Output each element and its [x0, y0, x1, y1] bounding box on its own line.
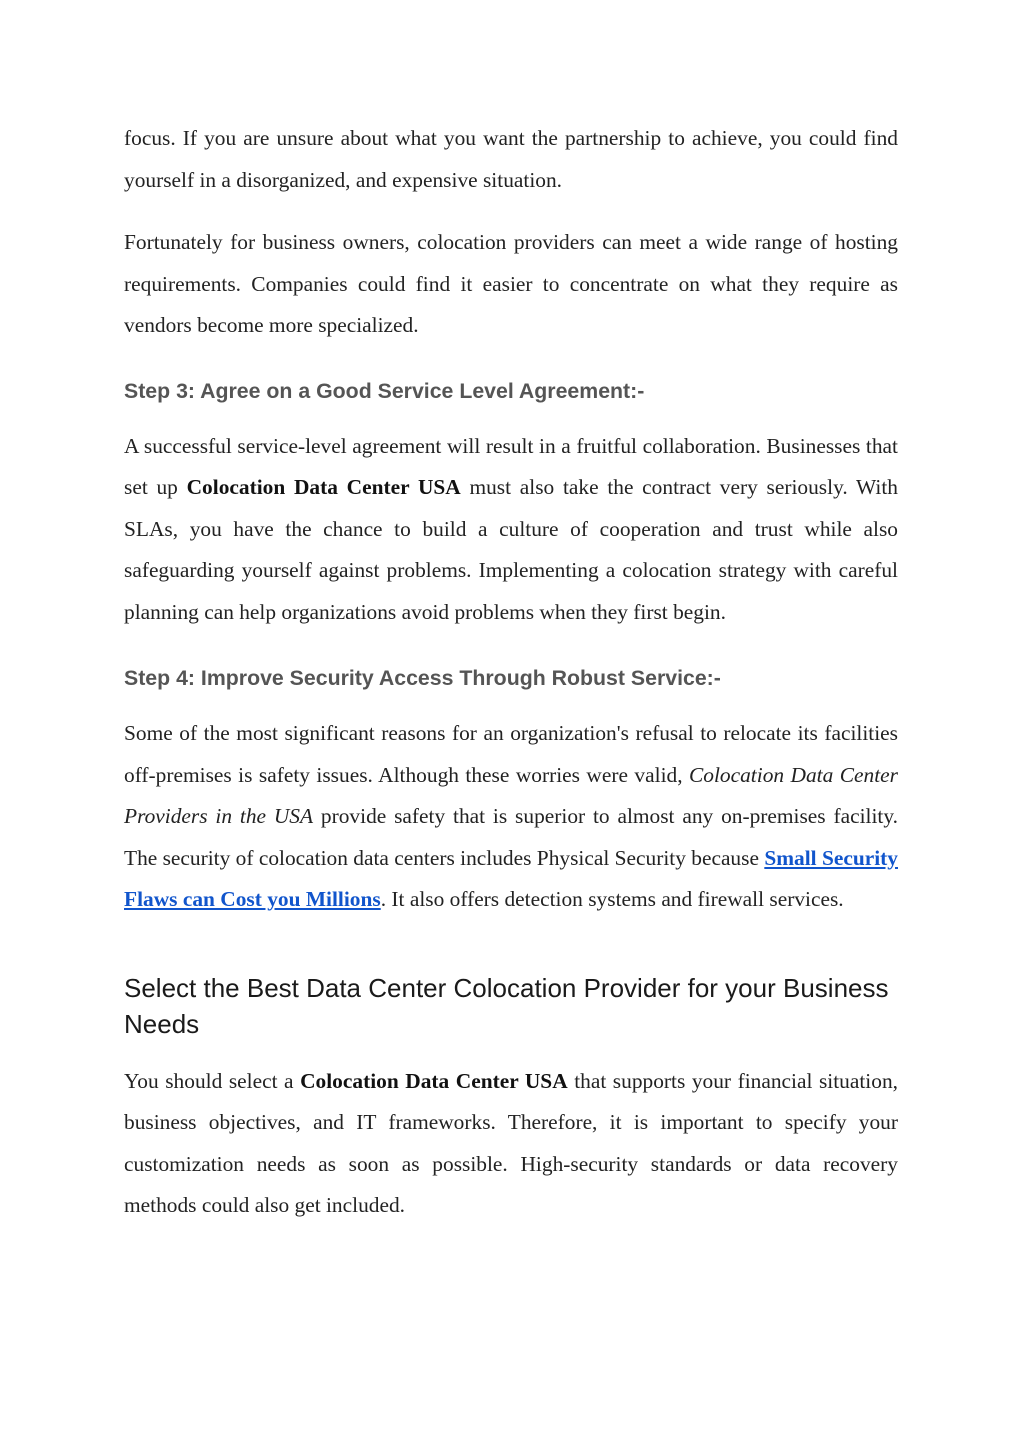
- paragraph-step-4: [124, 713, 898, 921]
- section-heading-select-provider: Select the Best Data Center Colocation Provider for your Business Needs: [124, 972, 889, 1039]
- step-3-text-b: must also take the contract very seriously. With SLAs, you have the chance to build a culture of cooperation and trust while also safeguarding yourself against problems. Implementing a colocation strategy with careful planning can help organizations avoid problems when they first begin.: [124, 475, 898, 624]
- step-4-text-c: . It also offers detection systems and firewall services.: [380, 887, 844, 911]
- section-text-a: You should select a: [124, 1068, 301, 1093]
- paragraph-intro-focus: focus. If you are unsure about what you want the partnership to achieve, you could find yourself in a disorganized, and expensive situation.: [124, 126, 898, 192]
- step-4-italic-term: Colocation Data Center Providers in the USA: [124, 762, 898, 828]
- step-4-text-b: provide safety that is superior to almost any on-premises facility. The security of colocation data centers includes Physical Security because: [124, 804, 898, 870]
- document-page: [124, 118, 898, 1227]
- section-bold-term: Colocation Data Center USA: [300, 1068, 568, 1093]
- step-4-heading: Step 4: Improve Security Access Through Robust Service:-: [124, 666, 721, 690]
- step-4-text-a: Some of the most significant reasons for an organization's refusal to relocate its facilities off-premises is safety issues. Although these worries were valid,: [124, 721, 898, 787]
- step-3-bold-term: Colocation Data Center USA: [186, 475, 461, 499]
- paragraph-step-3: [124, 426, 898, 634]
- paragraph-select-provider: [124, 1061, 898, 1227]
- step-3-text-a: A successful service-level agreement will result in a fruitful collaboration. Businesses that set up: [124, 433, 898, 499]
- security-flaws-link[interactable]: Small Security Flaws can Cost you Millions: [124, 845, 898, 911]
- step-3-heading: Step 3: Agree on a Good Service Level Agreement:-: [124, 378, 645, 403]
- paragraph-colocation-providers: Fortunately for business owners, colocation providers can meet a wide range of hosting requirements. Companies could find it easier to concentrate on what they require as vendors become more specialized.: [124, 230, 898, 337]
- section-text-b: that supports your financial situation, business objectives, and IT frameworks. Therefore, it is important to specify your customization needs as soon as possible. High-security standards or data recovery methods could also get included.: [124, 1068, 898, 1217]
